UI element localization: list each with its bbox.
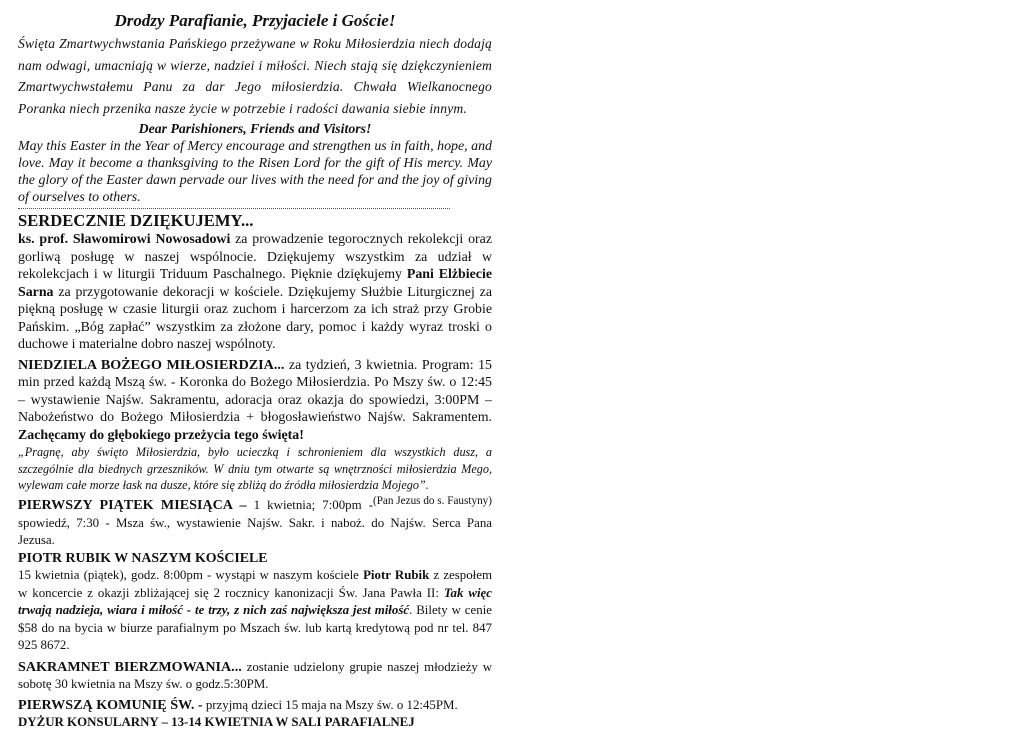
confirmation-text: zostanie udzielony grupie naszej młodzieży w sobotę 30 kwietnia na Mszy św. o godz.5:30PM. bbox=[18, 659, 493, 692]
communion-text: przyjmą dzieci 15 maja na Mszy św. o 12:45PM. bbox=[202, 697, 458, 712]
polish-greeting-title: Drodzy Parafianie, Przyjaciele i Goście! bbox=[114, 11, 396, 30]
concert-text-2: z zespołem w koncercie z okazji zbliżającej się 2 rocznicy kanonizacji Św. Jana Pawła II: bbox=[18, 568, 492, 600]
section-divider bbox=[18, 208, 450, 209]
faustina-quote-source: (Pan Jezus do s. Faustyny) bbox=[372, 495, 492, 508]
english-greeting-title: Dear Parishioners, Friends and Visitors! bbox=[138, 121, 372, 137]
first-friday-heading: PIERWSZY PIĄTEK MIESIĄCA – bbox=[18, 497, 247, 514]
confirmation-paragraph bbox=[18, 659, 492, 694]
english-greeting-body: May this Easter in the Year of Mercy encourage and strengthen us in faith, hope, and love. May it become a thanksgiving to the Risen Lord for the gift of His mercy. May the glory of the Easter dawn pervade our lives with the need for and the joy of giving of ourselves to others. bbox=[18, 139, 492, 206]
thanks-name-priest: ks. prof. Sławomirowi Nowosadowi bbox=[18, 232, 231, 248]
mercy-sunday-text: za tydzień, 3 kwietnia. Program: 15 min przed każdą Mszą św. - Koronka do Bożego Miłosierdzia. Po Mszy św. o 12:45 – wystawienie Najśw. Sakramentu, adoracja oraz okazja do spowiedzi, 3:00PM – Nabożeństwo do Bożego Miłosierdzia + błogosławieństwo Najśw. Sakramentem. bbox=[18, 357, 492, 426]
thanks-heading: SERDECZNIE DZIĘKUJEMY... bbox=[18, 211, 254, 231]
communion-paragraph bbox=[18, 697, 492, 715]
concert-paragraph bbox=[18, 567, 492, 655]
mercy-sunday-heading: NIEDZIELA BOŻEGO MIŁOSIERDZIA... bbox=[18, 356, 285, 373]
bulletin-page bbox=[18, 10, 492, 732]
polish-greeting-body: Święta Zmartwychwstania Pańskiego przeżywane w Roku Miłosierdzia niech dodają nam odwagi, umacniają w wierze, nadziei i miłości. Niech stają się dziękczynieniem Zmartwychwstałemu Panu za dar Jego miłosierdzia. Chwała Wielkanocnego Poranka niech przenika nasze życie w potrzebie i radości dawania siebie innym. bbox=[18, 36, 492, 116]
consular-heading: DYŻUR KONSULARNY – 13-14 KWIETNIA W SALI PARAFIALNEJ bbox=[18, 715, 415, 730]
concert-text-1: 15 kwietnia (piątek), godz. 8:00pm - wystąpi w naszym kościele bbox=[18, 568, 364, 583]
thanks-text-2: za przygotowanie dekoracji w kościele. Dziękujemy Służbie Liturgicznej za piękną posługę w czasie liturgii oraz zuchom i harcerzom za ich straż przy Grobie Pańskim. „Bóg zapłać” wszystkim za złożone dary, pomoc i każdy wyraz troski o duchowe i materialne dobro naszej wspólnoty. bbox=[18, 284, 492, 353]
concert-artist: Piotr Rubik bbox=[363, 568, 430, 583]
thanks-text-1: za prowadzenie tegorocznych rekolekcji oraz gorliwą posługę w naszej wspólnocie. Dziękujemy wszystkim za udział w rekolekcjach i w liturgii Triduum Paschalnego. Pięknie dziękujemy bbox=[18, 232, 492, 283]
mercy-sunday-paragraph bbox=[18, 357, 492, 445]
confirmation-heading: SAKRAMNET BIERZMOWANIA... bbox=[18, 658, 242, 675]
thanks-name-decorator: Pani Elżbiecie Sarna bbox=[18, 267, 492, 300]
first-friday-text: 1 kwietnia; 7:00pm - spowiedź, 7:30 - Msza św., wystawienie Najśw. Sakr. i naboż. do Najśw. Serca Pana Jezusa. bbox=[18, 498, 492, 548]
concert-heading: PIOTR RUBIK W NASZYM KOŚCIELE bbox=[18, 550, 268, 566]
faustina-quote-text: „Pragnę, aby święto Miłosierdzia, było ucieczką i schronieniem dla wszystkich dusz, a szczególnie dla biednych grzeszników. W dniu tym otwarte są wnętrzności miłosierdzia Mego, wylewam całe morze łask na dusze, które się zbliżą do źródła miłosierdzia Mojego”. bbox=[18, 445, 492, 492]
concert-text-3: . Bilety w cenie $58 do na bycia w biurze parafialnym po Mszach św. lub kartą kredytową pod nr tel. 847 925 8672. bbox=[18, 603, 492, 653]
communion-heading: PIERWSZĄ KOMUNIĘ ŚW. - bbox=[18, 696, 203, 713]
concert-quote: Tak więc trwają nadzieja, wiara i miłość - te trzy, z nich zaś największa jest miłość bbox=[18, 585, 492, 618]
mercy-sunday-emphasis: Zachęcamy do głębokiego przeżycia tego święta! bbox=[18, 427, 304, 443]
thanks-paragraph bbox=[18, 231, 492, 354]
